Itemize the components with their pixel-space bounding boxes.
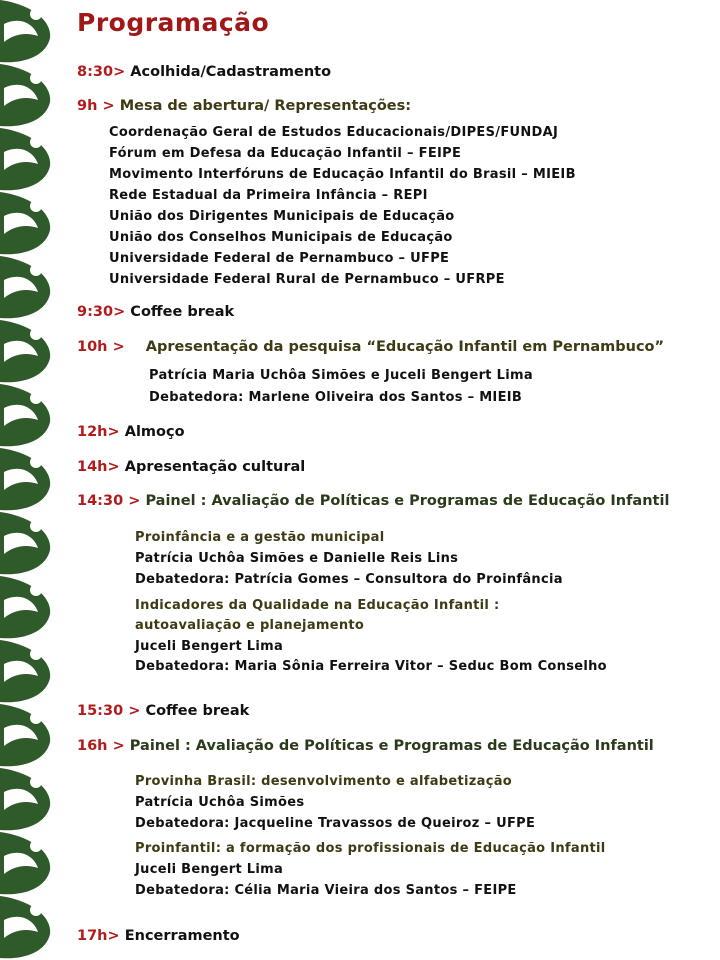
item-label: Apresentação cultural — [124, 459, 306, 475]
item-time: 14h — [77, 459, 108, 475]
mesa-line: Universidade Federal de Pernambuco – UFPE — [109, 251, 450, 266]
border-leaf-icon — [0, 384, 50, 446]
painel-line: autoavaliação e planejamento — [135, 618, 365, 633]
item-label: Painel : Avaliação de Políticas e Programas de Educação Infantil — [145, 493, 670, 509]
item-arrow: > — [112, 738, 125, 754]
item-time: 12h — [77, 424, 108, 440]
item-label: Painel : Avaliação de Políticas e Programas de Educação Infantil — [129, 738, 654, 754]
decorative-border — [0, 0, 52, 960]
item-label: Almoço — [124, 424, 185, 440]
item-label: Encerramento — [124, 928, 240, 944]
border-leaf-icon — [0, 704, 50, 766]
border-leaf-icon — [0, 320, 50, 382]
item-time: 15:30 — [77, 703, 124, 719]
item-arrow: > — [113, 64, 126, 80]
schedule-item — [77, 98, 411, 114]
painel-line: Patrícia Uchôa Simões e Danielle Reis Lins — [135, 551, 459, 566]
item-arrow: > — [112, 339, 125, 355]
painel-line: Provinha Brasil: desenvolvimento e alfabetização — [135, 774, 513, 789]
border-leaf-icon — [0, 128, 50, 190]
painel-line: Debatedora: Maria Sônia Ferreira Vitor – Seduc Bom Conselho — [135, 659, 607, 674]
mesa-line: Fórum em Defesa da Educação Infantil – FEIPE — [109, 146, 462, 161]
mesa-line: União dos Dirigentes Municipais de Educação — [109, 209, 455, 224]
mesa-line: Rede Estadual da Primeira Infância – REPI — [109, 188, 428, 203]
item-arrow: > — [128, 703, 141, 719]
item-label: Coffee break — [130, 304, 235, 320]
schedule-item — [77, 459, 305, 475]
border-leaf-icon — [0, 768, 50, 830]
mesa-line: Coordenação Geral de Estudos Educacionais/DIPES/FUNDAJ — [109, 125, 559, 140]
schedule-item — [77, 64, 331, 80]
item-label: Coffee break — [145, 703, 250, 719]
mesa-line: Movimento Interfóruns de Educação Infantil do Brasil – MIEIB — [109, 167, 576, 182]
border-leaf-icon — [0, 832, 50, 894]
schedule-item — [77, 424, 185, 440]
item-time: 14:30 — [77, 493, 124, 509]
schedule-item — [77, 928, 240, 944]
item-arrow: > — [107, 928, 120, 944]
leaf-pattern-icon — [0, 0, 52, 960]
item-arrow: > — [113, 304, 126, 320]
item-arrow: > — [128, 493, 141, 509]
painel-line: Debatedora: Jacqueline Travassos de Queiroz – UFPE — [135, 816, 536, 831]
border-leaf-icon — [0, 192, 50, 254]
item-time: 9h — [77, 98, 98, 114]
item-time: 8:30 — [77, 64, 114, 80]
painel-line: Patrícia Uchôa Simões — [135, 795, 305, 810]
item-label: Mesa de abertura/ Representações: — [119, 98, 412, 114]
item-label: Apresentação da pesquisa “Educação Infantil em Pernambuco” — [145, 339, 665, 355]
pesquisa-line: Debatedora: Marlene Oliveira dos Santos – MIEIB — [149, 390, 523, 405]
border-leaf-icon — [0, 512, 50, 574]
item-label: Acolhida/Cadastramento — [130, 64, 332, 80]
pesquisa-line: Patrícia Maria Uchôa Simões e Juceli Bengert Lima — [149, 368, 533, 383]
border-leaf-icon — [0, 0, 50, 62]
border-leaf-icon — [0, 640, 50, 702]
painel-line: Debatedora: Patrícia Gomes – Consultora do Proinfância — [135, 572, 563, 587]
mesa-line: União dos Conselhos Municipais de Educação — [109, 230, 453, 245]
border-leaf-icon — [0, 256, 50, 318]
schedule-item — [77, 304, 234, 320]
item-arrow: > — [102, 98, 115, 114]
painel-line: Proinfantil: a formação dos profissionais de Educação Infantil — [135, 841, 606, 856]
item-arrow: > — [107, 424, 120, 440]
schedule-item — [77, 738, 654, 754]
item-time: 9:30 — [77, 304, 114, 320]
item-time: 17h — [77, 928, 108, 944]
schedule-item — [77, 339, 664, 355]
item-time: 16h — [77, 738, 108, 754]
painel-line: Juceli Bengert Lima — [135, 862, 284, 877]
border-leaf-icon — [0, 448, 50, 510]
border-leaf-icon — [0, 64, 50, 126]
mesa-line: Universidade Federal Rural de Pernambuco – UFRPE — [109, 272, 505, 287]
border-leaf-icon — [0, 896, 50, 958]
schedule-item — [77, 703, 249, 719]
schedule-item — [77, 493, 669, 509]
item-time: 10h — [77, 339, 108, 355]
painel-line: Proinfância e a gestão municipal — [135, 530, 385, 545]
painel-line: Indicadores da Qualidade na Educação Infantil : — [135, 598, 500, 613]
page-title: Programação — [77, 8, 270, 37]
border-leaf-icon — [0, 576, 50, 638]
painel-line: Debatedora: Célia Maria Vieira dos Santos – FEIPE — [135, 883, 517, 898]
painel-line: Juceli Bengert Lima — [135, 639, 284, 654]
item-arrow: > — [107, 459, 120, 475]
